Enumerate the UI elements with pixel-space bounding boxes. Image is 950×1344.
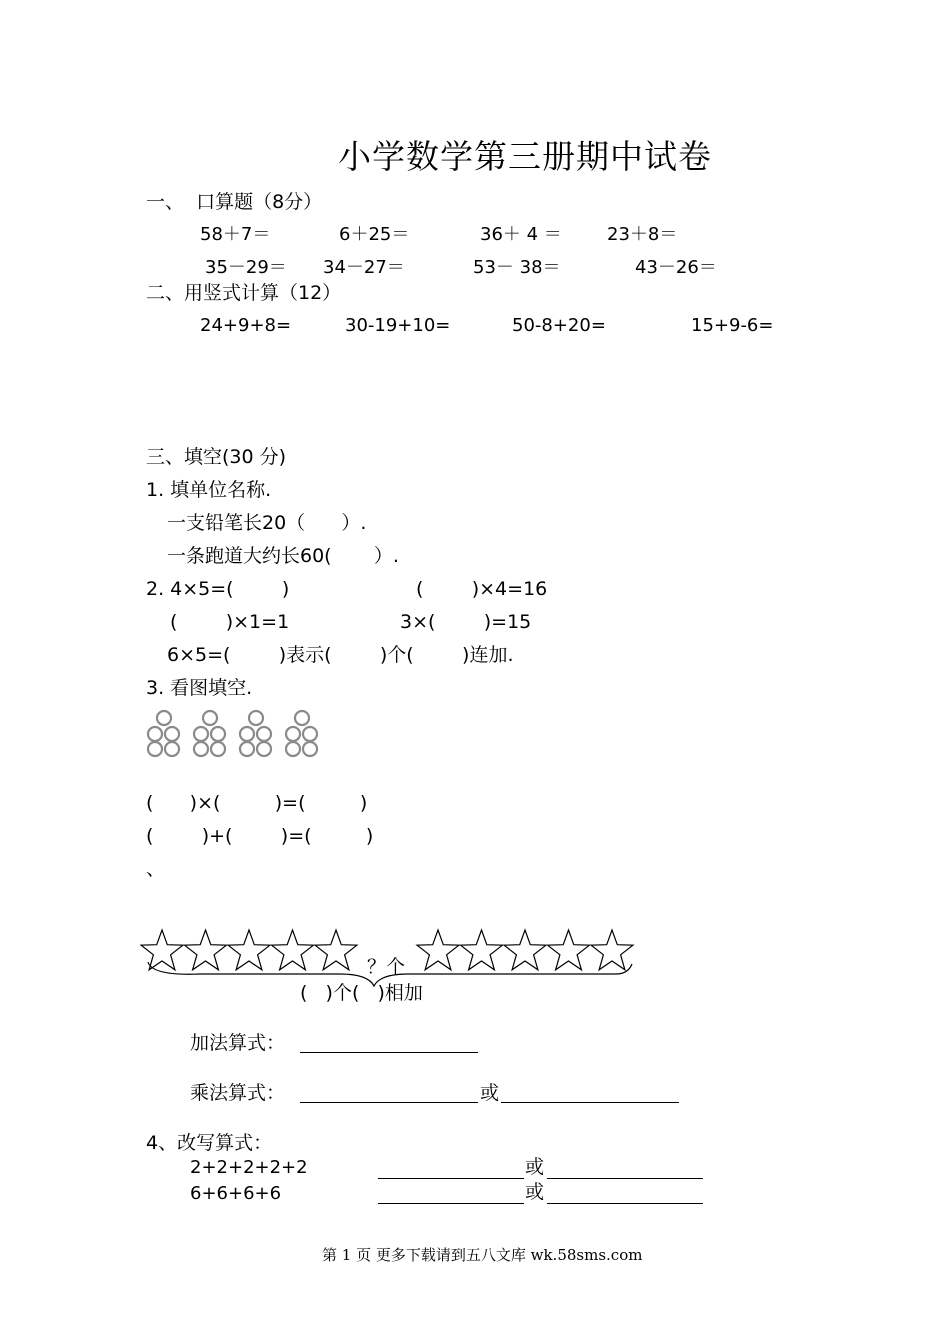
section-4-heading: 4、改写算式： [146, 1132, 273, 1154]
star-shape [315, 930, 357, 970]
oral-calc-item: 23＋8＝ [607, 224, 678, 245]
question-2c: 6×5=( )表示( )个( )连加. [167, 644, 514, 666]
star-shape [272, 930, 314, 970]
question-1b: 一条跑道大约长60( ）. [167, 545, 399, 567]
star-shape [461, 930, 503, 970]
oral-calc-item: 6＋25＝ [339, 224, 410, 245]
oral-calc-item: 34－27＝ [323, 257, 405, 278]
multiplication-answer-line-1[interactable] [300, 1102, 478, 1103]
question-2b-left: ( )×1=1 [170, 611, 290, 633]
rewrite-item: 2+2+2+2+2 [190, 1157, 308, 1178]
star-shape [548, 930, 590, 970]
rewrite-answer-line[interactable] [547, 1203, 703, 1204]
vertical-calc-item: 24+9+8= [200, 315, 292, 336]
oral-calc-item: 53－ 38＝ [473, 257, 561, 278]
section-3-heading: 三、填空(30 分) [146, 446, 287, 468]
rewrite-item: 6+6+6+6 [190, 1183, 282, 1204]
or-label: 或 [525, 1156, 545, 1178]
vertical-calc-item: 30-19+10= [345, 315, 451, 336]
circle-groups-figure [145, 709, 335, 761]
oral-calc-item: 43－26＝ [635, 257, 717, 278]
rewrite-answer-line[interactable] [378, 1178, 524, 1179]
multiplication-label: 乘法算式： [190, 1082, 286, 1104]
question-2b-right: 3×( )=15 [400, 611, 532, 633]
addition-label: 加法算式： [190, 1032, 286, 1054]
addition-answer-line[interactable] [300, 1052, 478, 1053]
multiplication-answer-line-2[interactable] [501, 1102, 679, 1103]
oral-calc-item: 36＋ 4 ＝ [480, 224, 562, 245]
vertical-calc-item: 50-8+20= [512, 315, 606, 336]
or-label: 或 [480, 1082, 500, 1104]
star-shape [417, 930, 459, 970]
rewrite-answer-line[interactable] [378, 1203, 524, 1204]
question-2a-left: 2. 4×5=( ) [146, 578, 290, 600]
oral-calc-item: 58＋7＝ [200, 224, 271, 245]
circle-group [148, 711, 179, 756]
star-shape [504, 930, 546, 970]
star-shape [185, 930, 227, 970]
page-footer: 第 1 页 更多下载请到五八文库 wk.58sms.com [322, 1246, 643, 1264]
star-shape [141, 930, 183, 970]
figure-equation-2: ( )+( )=( ) [146, 825, 374, 847]
circle-group [286, 711, 317, 756]
section-2-heading: 二、用竖式计算（12） [146, 282, 342, 304]
page-title: 小学数学第三册期中试卷 [338, 137, 712, 176]
or-label: 或 [525, 1181, 545, 1203]
figure-equation-1: ( )×( )=( ) [146, 792, 368, 814]
question-count-label: ？个 [367, 956, 406, 978]
section-1-heading: 一、 口算题（8分） [146, 191, 323, 213]
circle-group [194, 711, 225, 756]
rewrite-answer-line[interactable] [547, 1178, 703, 1179]
star-shape [591, 930, 633, 970]
star-shape [228, 930, 270, 970]
question-3: 3. 看图填空. [146, 677, 253, 699]
circle-group [240, 711, 271, 756]
oral-calc-item: 35－29＝ [205, 257, 287, 278]
stray-mark: 、 [146, 858, 166, 880]
vertical-calc-item: 15+9-6= [691, 315, 774, 336]
question-1: 1. 填单位名称. [146, 479, 272, 501]
question-2a-right: ( )×4=16 [416, 578, 548, 600]
question-1a: 一支铅笔长20（ ）. [167, 512, 367, 534]
brace-label: ( )个( )相加 [300, 982, 423, 1004]
